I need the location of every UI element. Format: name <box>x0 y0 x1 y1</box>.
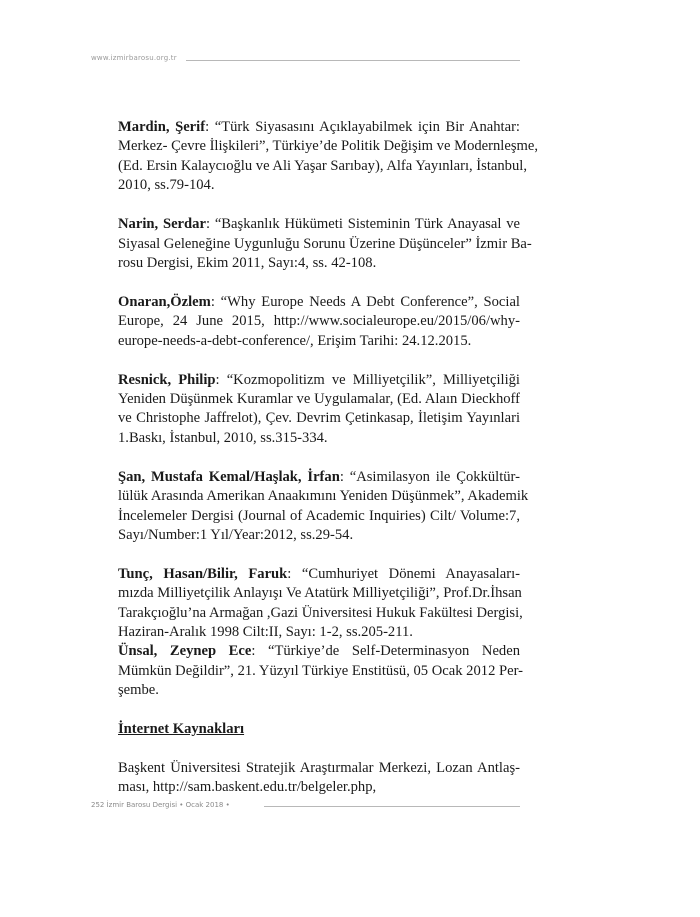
reference-line: 1.Baskı, İstanbul, 2010, ss.315-334. <box>118 429 328 446</box>
reference-line: Başkent Üniversitesi Stratejik Araştırmalar Merkezi, Lozan Antlaş- <box>118 760 520 777</box>
reference-onaran <box>118 293 520 351</box>
section-title: İnternet Kaynakları <box>118 721 245 738</box>
reference-author: Şan, Mustafa Kemal/Haşlak, İrfan <box>118 468 340 485</box>
reference-line: Merkez- Çevre İlişkileri”, Türkiye’de Politik Değişim ve Modernleşme, <box>118 138 538 155</box>
reference-mardin <box>118 118 538 196</box>
reference-text: : “Türkiye’de Self-Determinasyon Neden <box>251 643 520 660</box>
reference-text: : “Türk Siyasasını Açıklayabilmek için Bir Anahtar: <box>205 119 520 135</box>
reference-line: Sayı/Number:1 Yıl/Year:2012, ss.29-54. <box>118 526 354 543</box>
reference-line: 2010, ss.79-104. <box>118 177 215 194</box>
footer-rule <box>264 806 520 807</box>
reference-line: ve Christophe Jaffrelot), Çev. Devrim Çetinkasap, İletişim Yayınlari <box>118 410 520 427</box>
internet-source <box>118 759 520 798</box>
reference-line: rosu Dergisi, Ekim 2011, Sayı:4, ss. 42-108. <box>118 254 377 271</box>
reference-line: Europe, 24 June 2015, http://www.socialeurope.eu/2015/06/why- <box>118 313 520 330</box>
footer-text: 252 İzmir Barosu Dergisi • Ocak 2018 • <box>91 801 230 809</box>
reference-line <box>118 293 520 312</box>
reference-narin <box>118 215 532 273</box>
reference-line <box>118 642 520 661</box>
header-url: www.izmirbarosu.org.tr <box>91 54 177 62</box>
reference-line: Siyasal Geleneğine Uygunluğu Sorunu Üzerine Düşünceler” İzmir Ba- <box>118 235 532 252</box>
reference-line <box>118 371 520 390</box>
reference-unsal <box>118 642 524 700</box>
reference-author: Ünsal, Zeynep Ece <box>118 643 252 660</box>
reference-tunc-bilir <box>118 565 523 643</box>
reference-line: şembe. <box>118 682 159 699</box>
reference-line: Mümkün Değildir”, 21. Yüzyıl Türkiye Enstitüsü, 05 Ocak 2012 Per- <box>118 662 524 679</box>
reference-author: Narin, Serdar <box>118 216 206 233</box>
reference-line: Tarakçıoğlu’na Armağan ,Gazi Üniversitesi Hukuk Fakültesi Dergisi, <box>118 604 523 621</box>
reference-line: ması, http://sam.baskent.edu.tr/belgeler.php, <box>118 779 377 796</box>
reference-resnick <box>118 371 520 449</box>
reference-author: Mardin, Şerif <box>118 119 206 135</box>
reference-san-haslak <box>118 468 529 546</box>
reference-author: Tunç, Hasan/Bilir, Faruk <box>118 565 288 582</box>
reference-line: mızda Milliyetçilik Anlayışı Ve Atatürk Milliyetçiliği”, Prof.Dr.İhsan <box>118 585 522 602</box>
reference-text: : “Cumhuriyet Dönemi Anayasaları- <box>287 565 520 582</box>
reference-line: europe-needs-a-debt-conference/, Erişim Tarihi: 24.12.2015. <box>118 332 472 349</box>
reference-text: : “Why Europe Needs A Debt Conference”, Social <box>210 293 520 310</box>
reference-line: Haziran-Aralık 1998 Cilt:II, Sayı: 1-2, ss.205-211. <box>118 624 413 641</box>
reference-author: Onaran,Özlem <box>118 293 211 310</box>
reference-line: Yeniden Düşünmek Kuramlar ve Uygulamalar, (Ed. Alaın Dieckhoff <box>118 390 520 407</box>
reference-text: : “Asimilasyon ile Çokkültür- <box>339 468 520 485</box>
reference-author: Resnick, Philip <box>118 371 216 388</box>
reference-text: : “Kozmopolitizm ve Milliyetçilik”, Milliyetçiliği <box>215 371 520 388</box>
reference-line: İncelemeler Dergisi (Journal of Academic Inquiries) Cilt/ Volume:7, <box>118 507 520 524</box>
references-body <box>118 118 538 817</box>
reference-line <box>118 468 520 487</box>
reference-line <box>118 215 520 234</box>
reference-line <box>118 118 520 137</box>
reference-line: (Ed. Ersin Kalaycıoğlu ve Ali Yaşar Sarıbay), Alfa Yayınları, İstanbul, <box>118 157 527 174</box>
header-rule <box>186 60 520 61</box>
reference-line <box>118 565 520 584</box>
reference-text: : “Başkanlık Hükümeti Sisteminin Türk Anayasal ve <box>205 216 521 233</box>
reference-line: lülük Arasında Amerikan Anaakımını Yeniden Düşünmek”, Akademik <box>118 488 529 505</box>
